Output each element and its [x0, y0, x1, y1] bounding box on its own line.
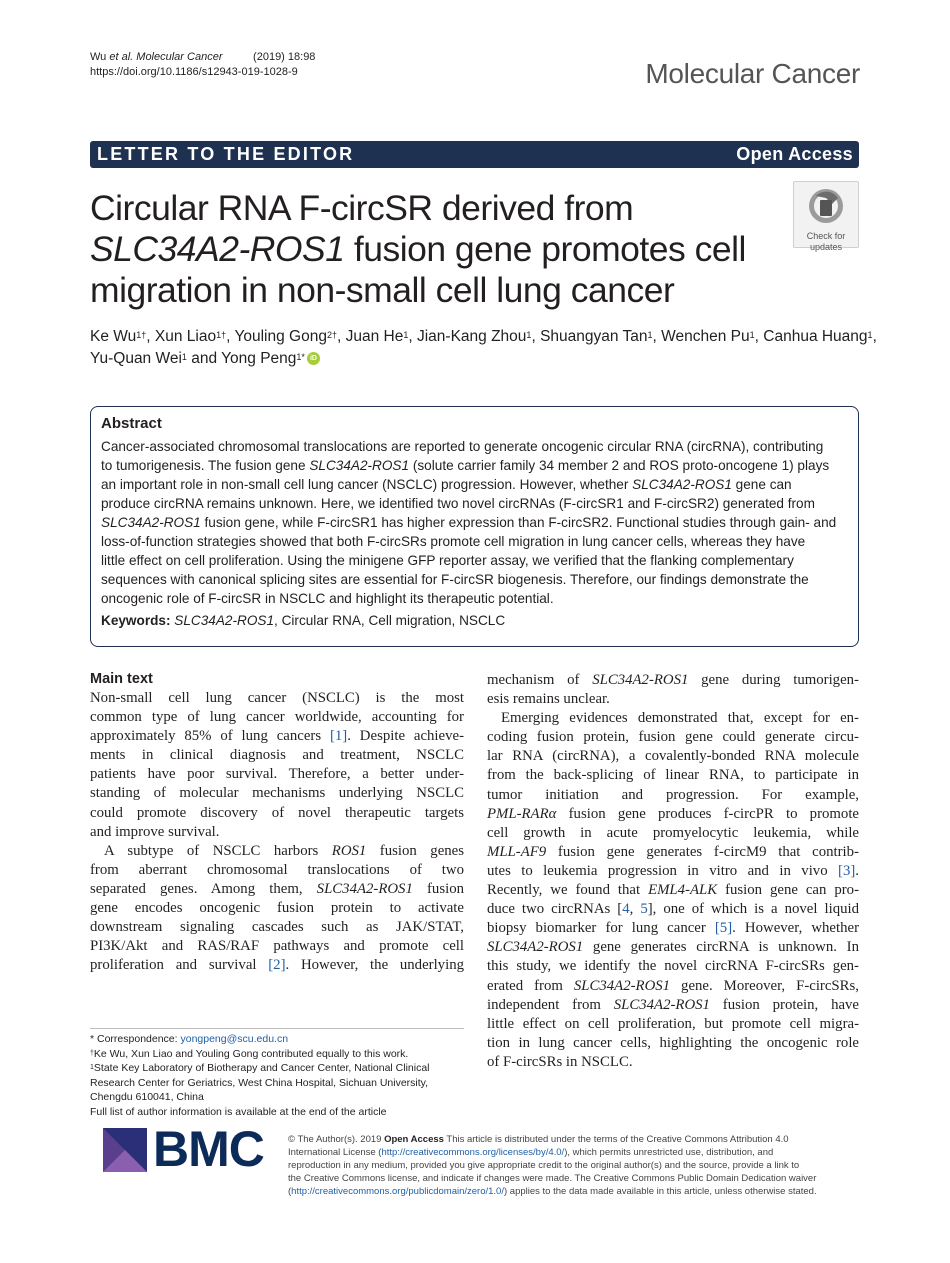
body-text-line: Recently, we found that EML4-ALK fusion gene can pro-: [487, 882, 859, 899]
author-list: [90, 326, 877, 370]
orcid-icon[interactable]: iD: [307, 352, 320, 365]
italic-term: MLL-AF9: [487, 843, 547, 860]
author-name[interactable]: Youling Gong: [234, 328, 327, 345]
author-affiliation: 2†: [326, 330, 337, 340]
title-line-2-rest: fusion gene promotes cell: [344, 229, 746, 269]
keywords-label: Keywords:: [101, 613, 171, 629]
body-text-line: ments in clinical diagnosis and treatment, NSCLC: [90, 747, 464, 764]
citation-line: Wu et al. Molecular Cancer (2019) 18:98: [90, 51, 316, 63]
license-line-3: reproduction in any medium, provided you give appropriate credit to the original author(s) and the source, provide a link to: [288, 1160, 800, 1172]
body-text-line: and improve survival.: [90, 823, 220, 840]
correspondence: [90, 1032, 470, 1047]
license-block: [288, 1133, 860, 1198]
author-name[interactable]: Jian-Kang Zhou: [416, 328, 527, 345]
abstract-line: SLC34A2-ROS1 fusion gene, while F-circSR1 has higher expression than F-circSR2. Functional studies through gain- and: [101, 515, 837, 531]
citation-link[interactable]: 4: [622, 901, 630, 918]
abstract-text: [101, 437, 848, 608]
abstract-line: little effect on cell proliferation. Using the minigene GFP reporter assay, we verified that the flanking complementary: [101, 553, 794, 569]
body-text-line: esis remains unclear.: [487, 691, 610, 708]
body-text-line: standing of molecular mechanisms underlying NSCLC: [90, 785, 464, 802]
author-name[interactable]: Wenchen Pu: [661, 328, 750, 345]
et-al: et al.: [109, 51, 134, 63]
author-name[interactable]: Ke Wu: [90, 328, 137, 345]
italic-term: SLC34A2-ROS1: [101, 515, 201, 531]
author-affiliation: 1*: [296, 352, 305, 362]
body-text-line: tumor initiation and progression. For example,: [487, 786, 859, 803]
left-column-body: [90, 689, 464, 975]
author-affiliation: 1: [867, 330, 873, 340]
body-text-line: lar RNA (circRNA), a covalently-bonded RNA molecule: [487, 748, 859, 765]
body-text-line: cell growth in acute promyelocytic leukemia, while: [487, 824, 859, 841]
body-text-line: mechanism of SLC34A2-ROS1 gene during tumorigen-: [487, 672, 859, 688]
article-type: LETTER TO THE EDITOR: [97, 144, 355, 164]
title-line-1: Circular RNA F-circSR derived from: [90, 188, 634, 228]
affiliation-line-1: $^1$State Key Laboratory of Biotherapy and Cancer Center, National Clinical: [90, 1062, 430, 1074]
body-text-line: PML-RARα fusion gene produces f-circPR to promote: [487, 805, 859, 822]
bmc-logo: [103, 1121, 268, 1177]
open-access-label: Open Access: [736, 144, 853, 164]
author-name[interactable]: Canhua Huang: [763, 328, 868, 345]
abstract-line: oncogenic role of F-circSR in NSCLC and highlight its therapeutic potential.: [101, 591, 554, 607]
body-text-line: could promote discovery of novel therapeutic targets: [90, 804, 464, 821]
license-text: (: [288, 1186, 292, 1198]
affiliation-line-2: Research Center for Geriatrics, West China Hospital, Sichuan University,: [90, 1076, 429, 1089]
italic-term: SLC34A2-ROS1: [316, 880, 413, 897]
body-text-line: independent from SLC34A2-ROS1 fusion protein, have: [487, 996, 859, 1013]
body-text-line: from the back-splicing of linear RNA, to participate in: [487, 767, 859, 784]
body-text-line: PI3K/Akt and RAS/RAF pathways and promote cell: [90, 938, 464, 955]
citation-link[interactable]: [3]: [838, 862, 856, 879]
italic-term: SLC34A2-ROS1: [632, 477, 732, 493]
full-author-info-note: Full list of author information is available at the end of the article: [90, 1105, 387, 1118]
body-text-line: common type of lung cancer worldwide, accounting for: [90, 709, 464, 726]
citation-year-vol: (2019) 18:98: [253, 51, 316, 63]
title-line-3: migration in non-small cell lung cancer: [90, 270, 675, 310]
footnote-divider: [90, 1028, 464, 1029]
citation-link[interactable]: 5: [640, 901, 648, 918]
italic-term: SLC34A2-ROS1: [309, 458, 410, 474]
abstract-heading: Abstract: [101, 415, 162, 432]
author-name[interactable]: Yu-Quan Wei: [90, 350, 182, 367]
article-title: [90, 188, 770, 311]
doi-link[interactable]: https://doi.org/10.1186/s12943-019-1028-9: [90, 66, 298, 78]
affiliation-line-3: Chengdu 610041, China: [90, 1091, 204, 1103]
body-text-line: MLL-AF9 fusion gene generates f-circM9 that contrib-: [487, 843, 859, 860]
body-text-line: from aberrant chromosomal translocations of two: [90, 861, 464, 878]
author-and: and: [186, 350, 222, 367]
correspondence-email-link[interactable]: yongpeng@scu.edu.cn: [180, 1033, 289, 1045]
body-text-line: tion in lung cancer cells, highlighting the oncogenic role: [487, 1034, 859, 1051]
keyword-gene: SLC34A2-ROS1: [174, 613, 275, 629]
main-text-right-column: [487, 671, 859, 1072]
author-affiliation: 1†: [216, 330, 227, 340]
equal-contribution-note: †Ke Wu, Xun Liao and Youling Gong contributed equally to this work.: [90, 1047, 409, 1060]
italic-term: SLC34A2-ROS1: [613, 996, 710, 1013]
abstract-line: sequences with canonical splicing sites are essential for F-circSR biogenesis. Therefore, our findings demonstrate the: [101, 572, 809, 588]
italic-term: SLC34A2-ROS1: [573, 977, 671, 994]
body-text-line: utes to leukemia progression in vitro and in vivo [3].: [487, 862, 859, 879]
author-affiliation: 1: [526, 330, 532, 340]
license-text: International License (: [288, 1147, 382, 1159]
body-text-line: biopsy biomarker for lung cancer [5]. However, whether: [487, 920, 860, 937]
affiliation-text: State Key Laboratory of Biotherapy and Cancer Center, National Clinical: [93, 1062, 430, 1074]
italic-term: SLC34A2-ROS1: [487, 939, 584, 956]
title-gene-name: SLC34A2-ROS1: [90, 229, 345, 269]
author-affiliation: 1†: [136, 330, 147, 340]
italic-term: SLC34A2-ROS1: [592, 672, 689, 688]
author-affiliation: 1: [647, 330, 653, 340]
keywords-rest: , Circular RNA, Cell migration, NSCLC: [274, 613, 506, 629]
body-text-line: patients have poor survival. Therefore, a better under-: [90, 766, 464, 783]
check-updates-icon: [806, 186, 846, 226]
main-text-left-column: [90, 670, 464, 975]
article-type-banner: [90, 141, 859, 168]
license-line-2: [288, 1146, 860, 1159]
license-text: ), which permits unrestricted use, distribution, and: [564, 1147, 774, 1159]
author-line-1: Ke $Wu^{1\dagger}$, Xun Liao$^{1\dagger}$, Youling Gong$^{2\dagger}$, Juan He$^1$, Jian-Kang Zhou$^1$, Shuangyan Tan$^1$, Wenchen Pu$^1$, Canhua Huang$^1$,: [90, 328, 877, 345]
author-name[interactable]: Xun Liao: [154, 328, 217, 345]
italic-term: PML-RARα: [487, 805, 557, 822]
body-text-line: coding fusion protein, fusion gene could generate circu-: [487, 729, 859, 746]
license-url-link[interactable]: http://creativecommons.org/licenses/by/4.0/: [381, 1147, 565, 1159]
author-name[interactable]: Shuangyan Tan: [540, 328, 648, 345]
author-affiliation: 1: [749, 330, 755, 340]
abstract-line: produce circRNA remains unknown. Here, we identified two novel circRNAs (F-circSR1 and F-circSR2) generated from: [101, 496, 815, 512]
citation-journal: Molecular Cancer: [136, 51, 223, 63]
check-updates-line-2: updates: [809, 241, 843, 252]
check-for-updates-button[interactable]: [793, 181, 859, 252]
check-updates-line-1: Check for: [806, 231, 846, 241]
license-line-1: [288, 1133, 860, 1146]
license-open-access: Open Access: [384, 1134, 444, 1145]
main-text-heading: Main text: [90, 671, 153, 687]
body-text-line: gene encodes oncogenic fusion protein to activate: [90, 900, 464, 917]
body-text-line: duce two circRNAs [4, 5], one of which is a novel liquid: [487, 901, 860, 918]
abstract-line: to tumorigenesis. The fusion gene SLC34A2-ROS1 (solute carrier family 34 member 2 and ROS proto-oncogene 1) plays: [101, 458, 830, 474]
correspondence-label: * Correspondence:: [90, 1033, 181, 1045]
abstract-line: Cancer-associated chromosomal translocations are reported to generate oncogenic circular RNA (circRNA), contributing: [101, 439, 824, 454]
license-text: ) applies to the data made available in this article, unless otherwise stated.: [503, 1186, 817, 1198]
journal-name: Molecular Cancer: [645, 58, 860, 89]
license-text: This article is distributed under the terms of the Creative Commons Attribution 4.0: [443, 1134, 789, 1145]
body-text-line: SLC34A2-ROS1 gene generates circRNA is unknown. In: [487, 939, 859, 956]
citation-link[interactable]: [5]: [714, 920, 733, 937]
bmc-logo-text: BMC: [153, 1121, 264, 1177]
author-name[interactable]: Yong Peng: [221, 350, 297, 367]
body-text-line: proliferation and survival [2]. However, the underlying: [90, 957, 464, 974]
body-text-line: little effect on cell proliferation, but promote cell migra-: [487, 1015, 859, 1032]
license-line-4: the Creative Commons license, and indicate if changes were made. The Creative Commons Public Domain Dedication waiver: [288, 1173, 817, 1185]
body-text-line: erated from SLC34A2-ROS1 gene. Moreover, F-circSRs,: [487, 977, 859, 994]
keywords: [101, 611, 848, 630]
italic-term: ROS1: [331, 842, 367, 859]
author-name[interactable]: Juan He: [345, 328, 404, 345]
footnotes: [90, 1032, 470, 1119]
body-text-line: downstream signaling cascades such as JAK/STAT,: [90, 919, 464, 936]
body-text-line: Emerging evidences demonstrated that, except for en-: [501, 710, 859, 727]
body-text-line: separated genes. Among them, SLC34A2-ROS1 fusion: [90, 880, 464, 897]
author-affiliation: 1: [403, 330, 409, 340]
public-domain-url-link[interactable]: http://creativecommons.org/publicdomain/zero/1.0/: [291, 1186, 504, 1198]
equal-contribution-text: Ke Wu, Xun Liao and Youling Gong contributed equally to this work.: [93, 1047, 409, 1060]
citation-link[interactable]: [1]: [329, 728, 348, 745]
italic-term: EML4-ALK: [648, 882, 718, 899]
citation-link[interactable]: [2]: [268, 957, 286, 974]
body-text-line: approximately 85% of lung cancers [1]. Despite achieve-: [90, 728, 464, 745]
title-line-2: [90, 229, 770, 270]
license-line-5: [288, 1185, 860, 1198]
author-line-2: [90, 348, 865, 370]
abstract-line: loss-of-function strategies showed that both F-circSRs promote cell migration in lung cancer cells, whereas they have: [101, 534, 806, 550]
body-text-line: this study, we identify the novel circRNA F-circSRs gen-: [487, 958, 859, 975]
abstract-line: an important role in non-small cell lung cancer (NSCLC) progression. However, whether SLC34A2-ROS1 gene can: [101, 477, 792, 493]
citation-block: [90, 50, 315, 80]
author-affiliation: 1: [181, 352, 187, 362]
bmc-mark-icon: [103, 1128, 147, 1172]
body-text-line: Non-small cell lung cancer (NSCLC) is the most: [90, 690, 464, 706]
body-text-line: A subtype of NSCLC harbors ROS1 fusion genes: [104, 842, 464, 859]
license-copyright: © The Author(s). 2019: [288, 1134, 385, 1145]
abstract-box: [90, 406, 859, 647]
body-text-line: of F-circSRs in NSCLC.: [487, 1053, 633, 1070]
